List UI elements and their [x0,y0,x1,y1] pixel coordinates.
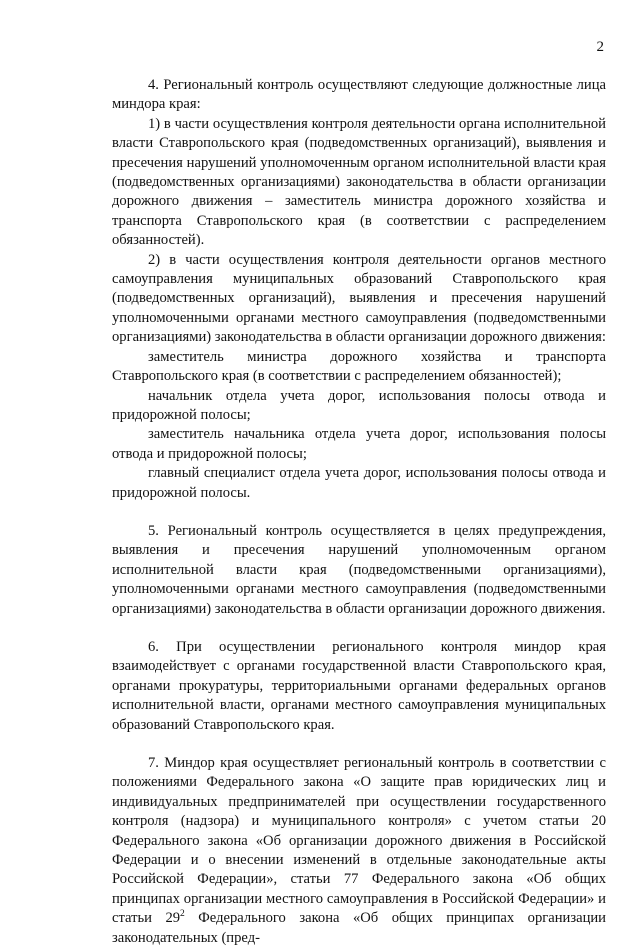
official-deputy-department-head: заместитель начальника отдела учета дорог, использования полосы отвода и придорожной полосы; [112,426,606,462]
document-body [112,76,606,948]
paragraph-7 [112,754,606,948]
official-department-head: начальник отдела учета дорог, использования полосы отвода и придорожной полосы; [112,387,606,423]
paragraph-4-item-2: 2) в части осуществления контроля деятельности органов местного самоуправления муниципальных образований Ставропольского края (подведомственных организаций), выявления и пресечения нарушений уполномоченными органами местного самоуправления (подведомственными организациями) законодательства в области организации дорожного движения: [112,251,606,346]
paragraph-5: 5. Региональный контроль осуществляется в целях предупреждения, выявления и пресечения нарушений уполномоченным органом исполнительной власти края (подведомственными организациями), уполномоченными органами местного самоуправления (подведомственными организациями) законодательства в области организации дорожного движения. [112,522,606,617]
article-superscript: 2 [180,909,185,920]
paragraph-7-text: 7. Миндор края осуществляет региональный контроль в соответствии с положениями Федерального закона «О защите прав юридических лиц и индивидуальных предпринимателей при осуществлении государственного контроля (надзора) и муниципального контроля» с учетом статьи 20 Федерального закона «Об организации дорожного движения в Российской Федерации и о внесении изменений в отдельные законодательные акты Российской Федерации», статьи 77 Федерального закона «Об общих принципах организации местного самоуправления в Российской Федерации» и статьи 29 [112,755,606,927]
paragraph-6: 6. При осуществлении регионального контроля миндор края взаимодействует с органами государственной власти Ставропольского края, органами прокуратуры, территориальными органами федеральных органов исполнительной власти, органами местного самоуправления муниципальных образований Ставропольского края. [112,638,606,733]
page-number: 2 [596,39,604,55]
official-deputy-minister: заместитель министра дорожного хозяйства и транспорта Ставропольского края (в соответствии с распределением обязанностей); [112,348,606,385]
paragraph-7-continuation: Федерального закона «Об общих принципах организации законодательных (пред- [112,910,606,946]
paragraph-4-item-1: 1) в части осуществления контроля деятельности органа исполнительной власти Ставропольского края (подведомственных организаций), выявления и пресечения нарушений уполномоченным органом исполнительной власти края (подведомственных организациями) законодательства в области организации дорожного движения – заместитель министра дорожного хозяйства и транспорта Ставропольского края (в соответствии с распределением обязанностей). [112,115,606,249]
paragraph-4-intro: 4. Региональный контроль осуществляют следующие должностные лица миндора края: [112,77,606,113]
official-chief-specialist: главный специалист отдела учета дорог, использования полосы отвода и придорожной полосы. [112,465,606,501]
